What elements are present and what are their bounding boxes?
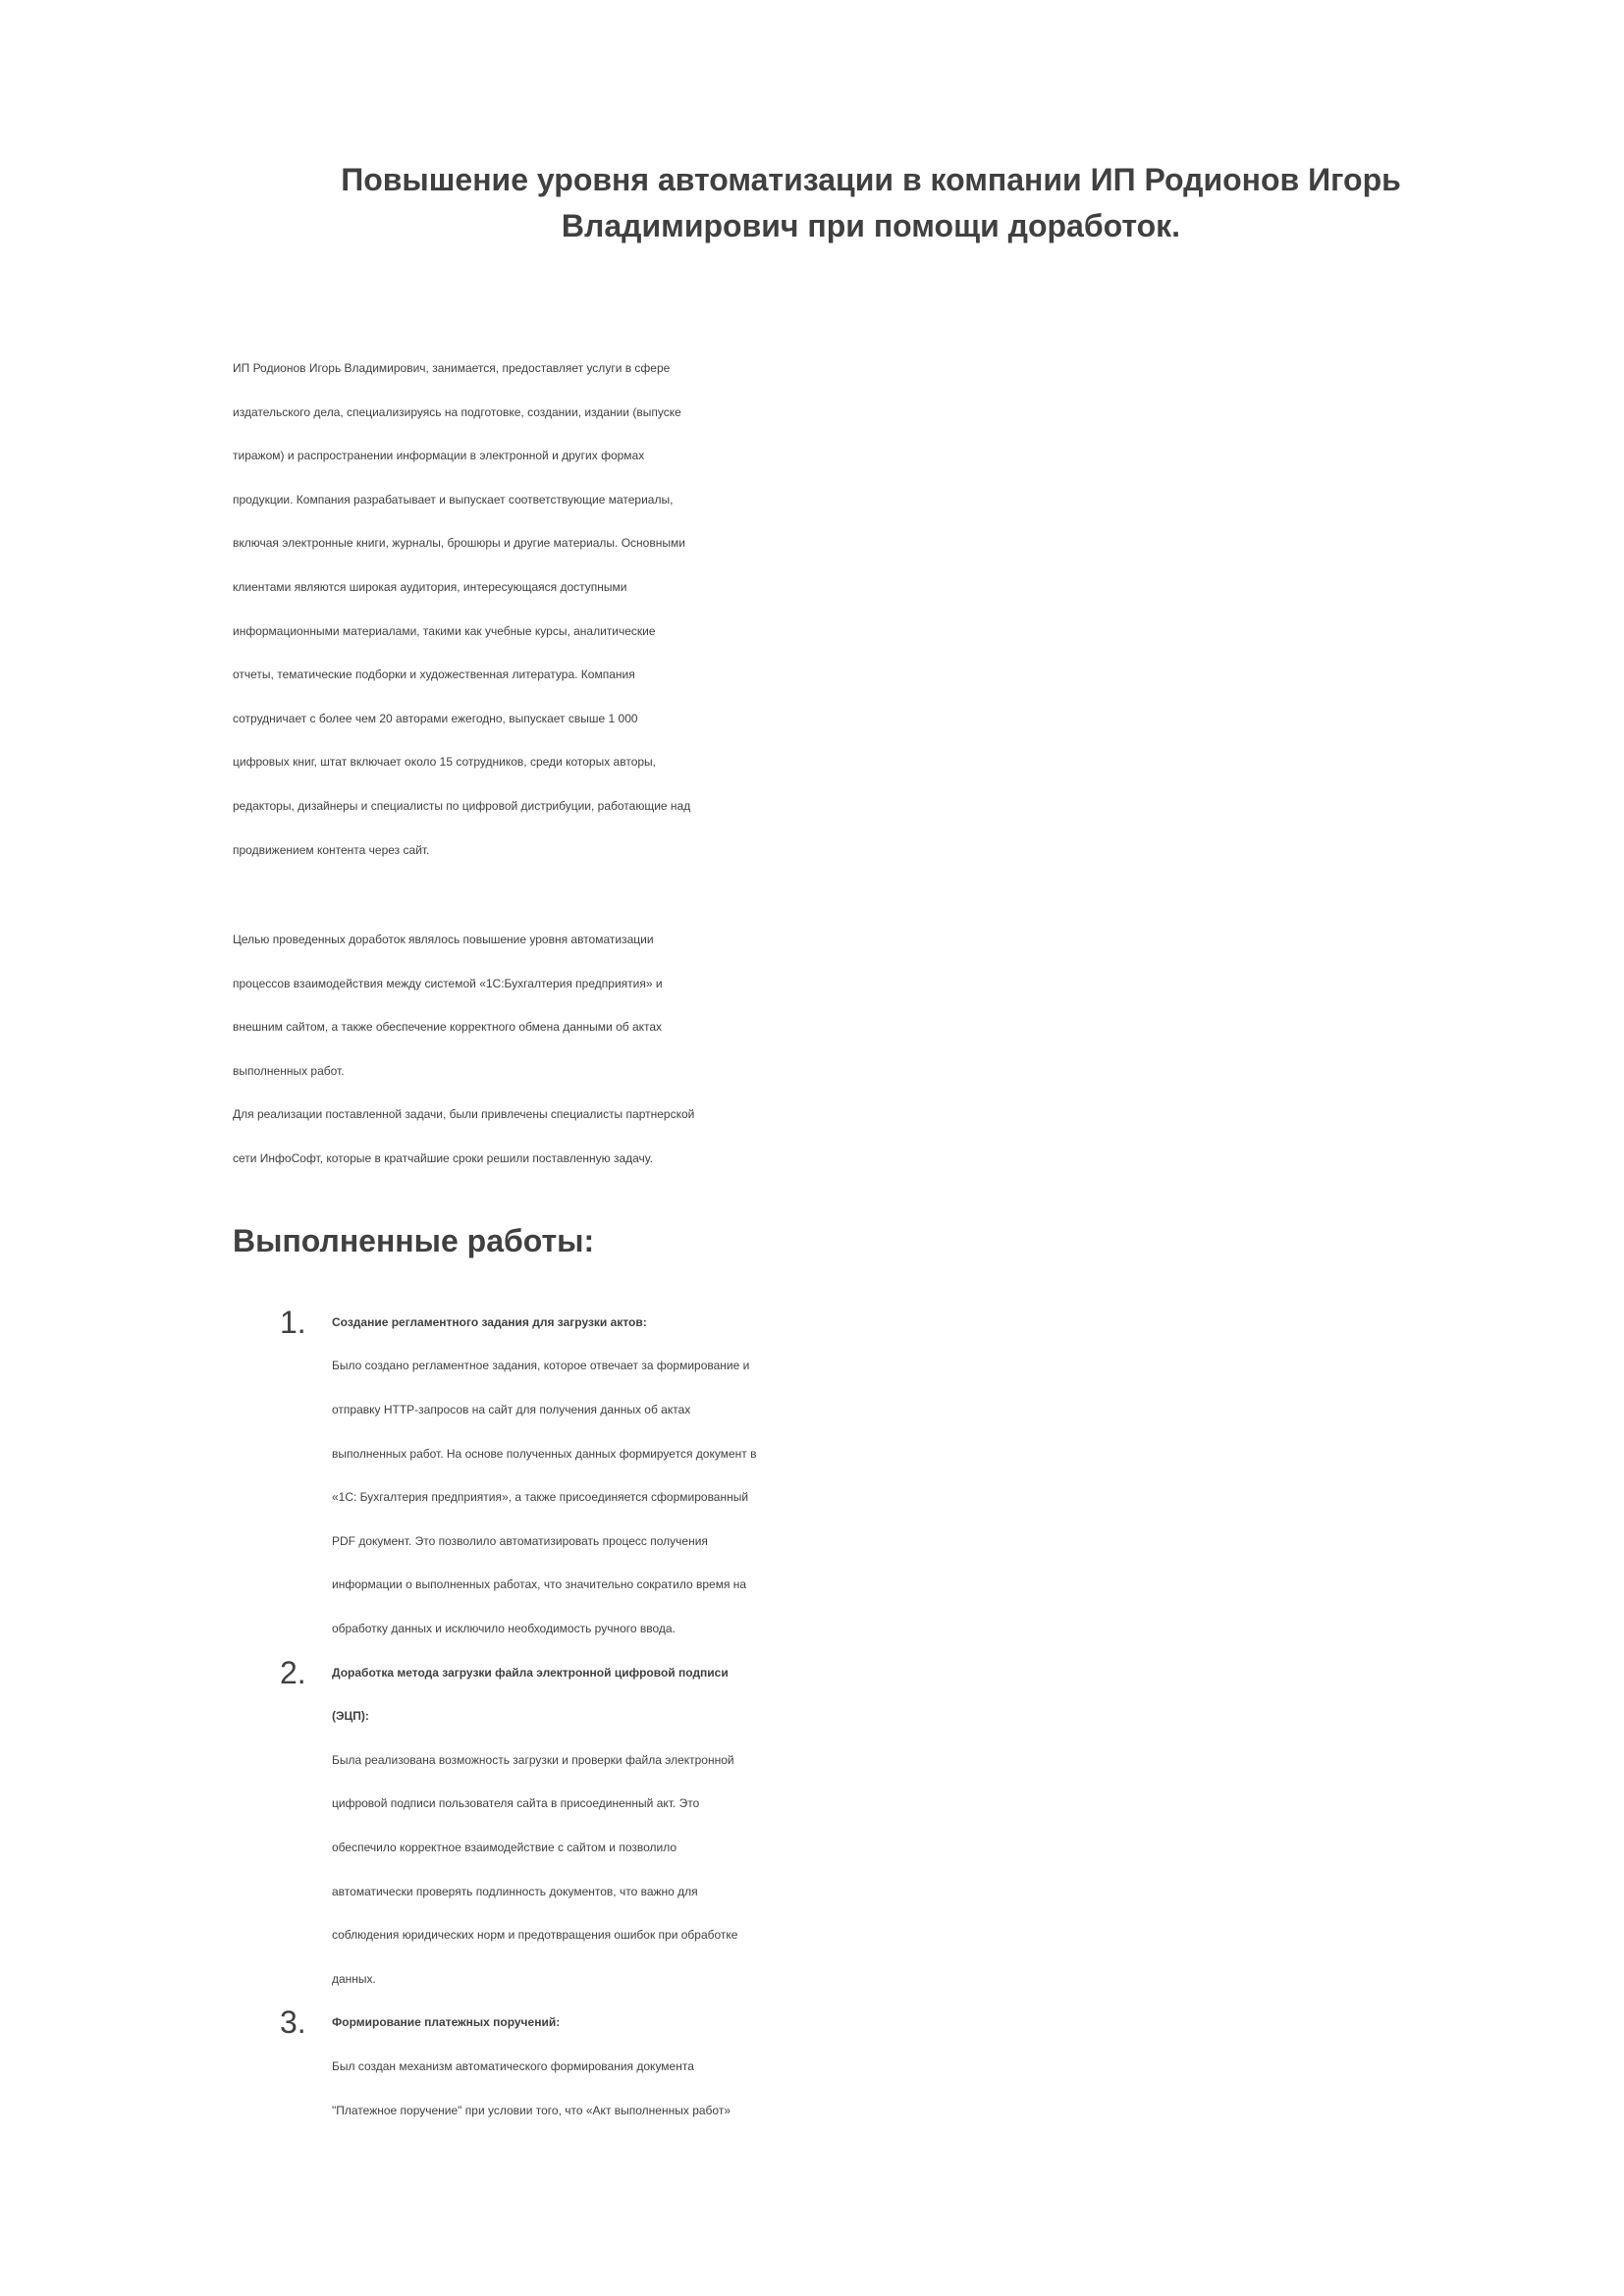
work-item	[233, 1651, 1568, 2002]
work-item-body-line: отправку HTTP-запросов на сайт для получения данных об актах	[332, 1403, 691, 1417]
work-item-heading: (ЭЦП):	[332, 1709, 369, 1724]
title-line: Повышение уровня автоматизации в компании ИП Родионов Игорь	[341, 162, 1401, 197]
work-item-body-line: цифровой подписи пользователя сайта в присоединенный акт. Это	[332, 1796, 700, 1811]
page-title	[233, 157, 1509, 249]
work-item-heading: Формирование платежных поручений:	[332, 2015, 561, 2030]
work-item-body-line: выполненных работ. На основе полученных данных формируется документ в	[332, 1446, 757, 1461]
works-heading: Выполненные работы:	[233, 1222, 595, 1258]
paragraph-line: редакторы, дизайнеры и специалисты по цифровой дистрибуции, работающие над	[233, 798, 691, 813]
paragraph-line: включая электронные книги, журналы, брошюры и другие материалы. Основными	[233, 536, 685, 551]
paragraph-line: процессов взаимодействия между системой «1С:Бухгалтерия предприятия» и	[233, 976, 663, 990]
document-body	[233, 347, 1568, 2132]
paragraph-line: Для реализации поставленной задачи, были привлечены специалисты партнерской	[233, 1107, 695, 1122]
paragraph-line: внешним сайтом, а также обеспечение корректного обмена данными об актах	[233, 1020, 663, 1035]
work-item-body-line: PDF документ. Это позволило автоматизировать процесс получения	[332, 1533, 708, 1548]
work-item-body-line: обработку данных и исключило необходимость ручного ввода.	[332, 1622, 676, 1636]
paragraph-line: цифровых книг, штат включает около 15 сотрудников, среди которых авторы,	[233, 755, 656, 770]
paragraph-line: тиражом) и распространении информации в электронной и других формах	[233, 449, 645, 463]
work-item-body-line: автоматически проверять подлинность документов, что важно для	[332, 1884, 698, 1898]
work-item-heading: Доработка метода загрузки файла электронной цифровой подписи	[332, 1665, 729, 1680]
work-item-body-line: Была реализована возможность загрузки и проверки файла электронной	[332, 1752, 734, 1767]
paragraph-line: Целью проведенных доработок являлось повышение уровня автоматизации	[233, 932, 654, 946]
work-item-number: 3.	[280, 2004, 306, 2041]
paragraph-line: сотрудничает с более чем 20 авторами ежегодно, выпускает свыше 1 000	[233, 711, 638, 725]
paragraph-line: издательского дела, специализируясь на подготовке, создании, издании (выпуске	[233, 404, 681, 419]
paragraph-line: ИП Родионов Игорь Владимирович, занимается, предоставляет услуги в сфере	[233, 361, 671, 375]
work-item-body-line: «1С: Бухгалтерия предприятия», а также присоединяется сформированный	[332, 1490, 749, 1505]
paragraph-line: клиентами являются широкая аудитория, интересующаяся доступными	[233, 579, 627, 594]
intro-paragraph	[233, 347, 1568, 872]
paragraph-line: сети ИнфоСофт, которые в кратчайшие сроки решили поставленную задачу.	[233, 1150, 653, 1165]
work-item-number: 1.	[280, 1304, 306, 1340]
work-item-heading: Создание регламентного задания для загрузки актов:	[332, 1314, 647, 1329]
title-line: Владимирович при помощи доработок.	[561, 208, 1181, 243]
work-item-body-line: Было создано регламентное задания, которое отвечает за формирование и	[332, 1359, 750, 1373]
paragraph-line: информационными материалами, такими как учебные курсы, аналитические	[233, 623, 656, 638]
paragraph-line: продукции. Компания разрабатывает и выпускает соответствующие материалы,	[233, 492, 674, 507]
works-list	[233, 1301, 1568, 2132]
paragraph-line: выполненных работ.	[233, 1063, 345, 1078]
work-item	[233, 1301, 1568, 1651]
work-item-body-line: информации о выполненных работах, что значительно сократило время на	[332, 1577, 747, 1592]
work-item-body-line: данных.	[332, 1971, 376, 1986]
work-item-body-line: Был создан механизм автоматического формирования документа	[332, 2058, 694, 2073]
paragraph-line: отчеты, тематические подборки и художественная литература. Компания	[233, 667, 635, 682]
work-item-body-line: "Платежное поручение" при условии того, что «Акт выполненных работ»	[332, 2103, 731, 2117]
work-item-number: 2.	[280, 1654, 306, 1690]
partners-paragraph	[233, 1093, 1568, 1180]
work-item-body-line: обеспечило корректное взаимодействие с сайтом и позволило	[332, 1840, 677, 1854]
goal-paragraph	[233, 918, 1568, 1093]
paragraph-line: продвижением контента через сайт.	[233, 842, 430, 857]
work-item-body-line: соблюдения юридических норм и предотвращения ошибок при обработке	[332, 1928, 738, 1943]
work-item	[233, 2001, 1568, 2132]
